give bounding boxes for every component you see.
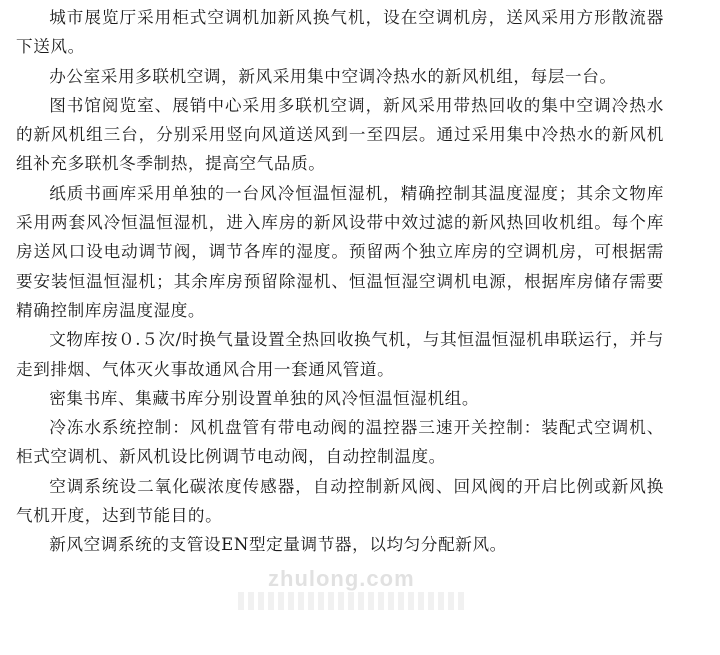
paragraph-archive-storage: 纸质书画库采用单独的一台风冷恒温恒湿机，精确控制其温度湿度；其余文物库采用两套风冷恒温恒湿机，进入库房的新风设带中效过滤的新风热回收机组。每个库房送风口设电动调节阀，调节各库的湿度。预留两个独立库房的空调机房，可根据需要安装恒温恒湿机；其余库房预留除湿机、恒温恒湿空调机电源，根据库房储存需要精确控制库房温度湿度。 (16, 183, 664, 320)
watermark-logo: zhulong.com (268, 566, 415, 591)
document-body (16, 3, 664, 560)
paragraph-fresh-air-branch: 新风空调系统的支管设EN型定量调节器，以均匀分配新风。 (49, 535, 507, 555)
paragraph-dense-stacks: 密集书库、集藏书库分别设置单独的风冷恒温恒湿机组。 (49, 388, 480, 408)
paragraph-library-reading-room: 图书馆阅览室、展销中心采用多联机空调，新风采用带热回收的集中空调冷热水的新风机组三台，分别采用竖向风道送风到一至四层。通过采用集中冷热水的新风机组补充多联机冬季制热，提高空气品质。 (16, 95, 664, 174)
paragraph-chilled-water-control: 冷冻水系统控制：风机盘管有带电动阀的温控器三速开关控制：装配式空调机、柜式空调机、新风机设比例调节电动阀，自动控制温度。 (16, 418, 664, 467)
paragraph-office: 办公室采用多联机空调，新风采用集中空调冷热水的新风机组，每层一台。 (49, 66, 617, 86)
paragraph-ventilation: 文物库按０.５次/时换气量设置全热回收换气机，与其恒温恒湿机串联运行，并与走到排烟、气体灭火事故通风合用一套通风管道。 (16, 330, 664, 379)
watermark-pattern (238, 592, 468, 610)
paragraph-co2-sensor: 空调系统设二氧化碳浓度传感器，自动控制新风阀、回风阀的开启比例或新风换气机开度，达到节能目的。 (16, 476, 664, 526)
paragraph-exhibition-hall: 城市展览厅采用柜式空调机加新风换气机，设在空调机房，送风采用方形散流器下送风。 (16, 8, 664, 57)
